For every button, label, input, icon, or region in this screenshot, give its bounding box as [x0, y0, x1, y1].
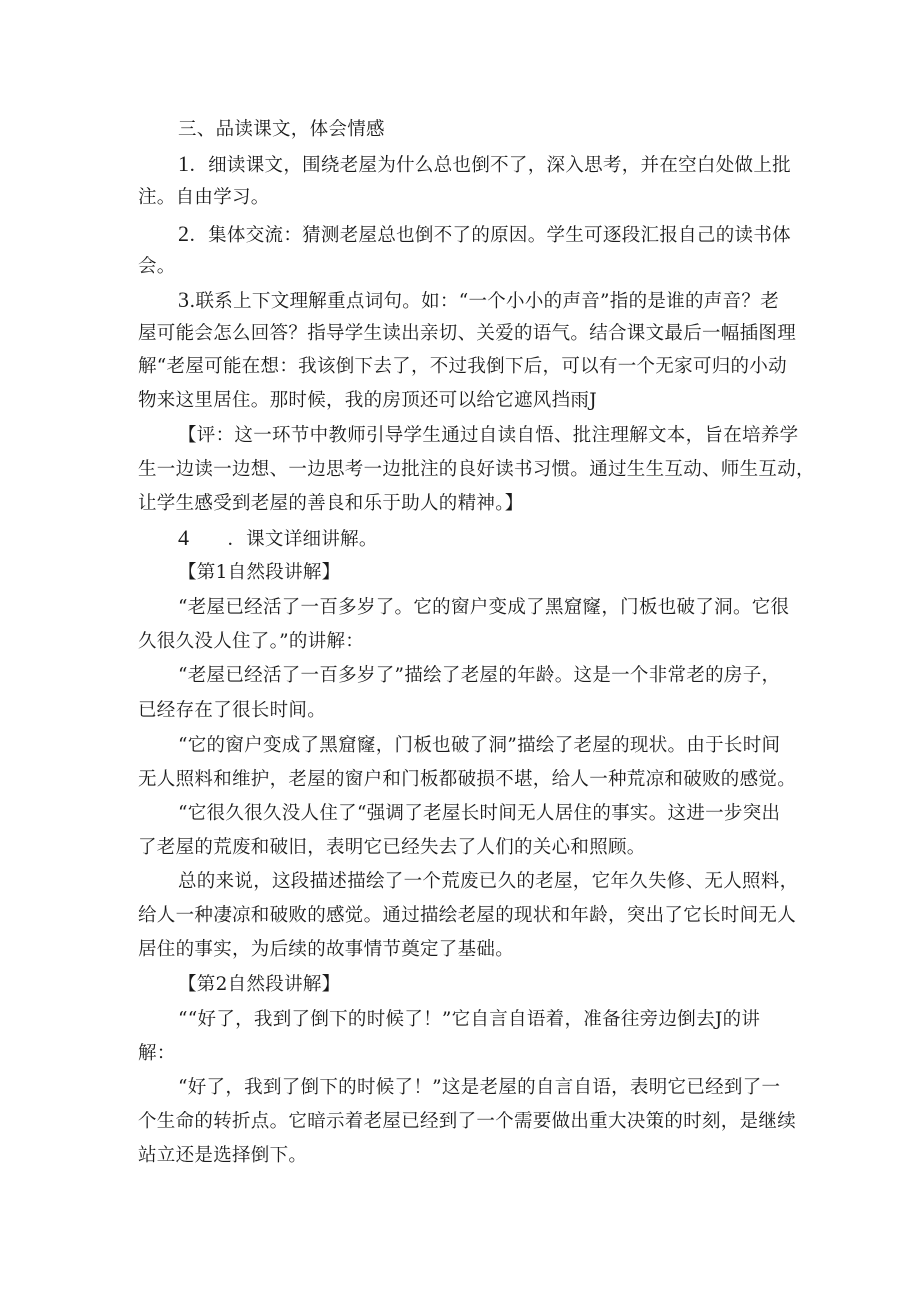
- item-2-line-2: 会。: [138, 256, 176, 277]
- item-1-text: ．细读课文，围绕老屋为什么总也倒不了，深入思考，并在空白处做上批: [189, 155, 791, 176]
- item-4-number: 4: [178, 525, 190, 550]
- para2-explain1-line-3: 站立还是选择倒下。: [138, 1145, 308, 1166]
- para1-explain2-line-1: “它的窗户变成了黑窟窿，门板也破了洞”描绘了老屋的现状。由于长时间: [178, 735, 781, 756]
- item-3-line-4: 物来这里居住。那时候，我的房顶还可以给它遮风挡雨J: [138, 390, 597, 411]
- para1-quote-line-1: “老屋已经活了一百多岁了。它的窗户变成了黑窟窿，门板也破了洞。它很: [178, 597, 790, 618]
- item-3-line-2: 屋可能会怎么回答？指导学生读出亲切、关爱的语气。结合课文最后一幅插图理: [138, 323, 797, 344]
- item-4-line: [178, 526, 378, 552]
- para1-summary-line-3: 居住的事实，为后续的故事情节奠定了基础。: [138, 939, 515, 960]
- para2-heading: 【第2自然段讲解】: [178, 974, 341, 995]
- item-3-line-1: [178, 288, 779, 314]
- para2-quote-line-2: 解：: [138, 1043, 176, 1064]
- item-3-text: .联系上下文理解重点词句。如：“一个小小的声音”指的是谁的声音？老: [189, 291, 780, 312]
- para1-explain2-line-2: 无人照料和维护，老屋的窗户和门板都破损不堪，给人一种荒凉和破败的感觉。: [138, 769, 797, 790]
- item-3-number: 3: [178, 287, 190, 312]
- item-1-line-1: [178, 152, 791, 178]
- comment-line-2: 生一边读一边想、一边思考一边批注的良好读书习惯。通过生生互动、师生互动，: [138, 459, 815, 480]
- item-2-number: 2: [178, 221, 190, 246]
- comment-line-3: 让学生感受到老屋的善良和乐于助人的精神。】: [138, 493, 524, 514]
- item-1-number: 1: [178, 151, 190, 176]
- item-4-text: ．课文详细讲解。: [227, 529, 378, 550]
- para2-explain1-line-2: 个生命的转折点。它暗示着老屋已经到了一个需要做出重大决策的时刻，是继续: [138, 1111, 797, 1132]
- para1-quote-line-2: 久很久没人住了。”的讲解：: [138, 631, 365, 652]
- item-3-line-3: 解“老屋可能在想：我该倒下去了，不过我倒下后，可以有一个无家可归的小动: [138, 356, 787, 377]
- para2-explain1-line-1: “好了，我到了倒下的时候了！”这是老屋的自言自语，表明它已经到了一: [178, 1077, 781, 1098]
- para2-quote-line-1: ““好了，我到了倒下的时候了！”它自言自语着，准备往旁边倒去J的讲: [178, 1009, 761, 1030]
- para1-summary-line-1: 总的来说，这段描述描绘了一个荒废已久的老屋，它年久失修、无人照料，: [178, 871, 799, 892]
- para1-explain3-line-1: “它很久很久没人住了“强调了老屋长时间无人居住的事实。这进一步突出: [178, 803, 781, 824]
- para1-explain1-line-1: “老屋已经活了一百多岁了”描绘了老屋的年龄。这是一个非常老的房子，: [178, 665, 781, 686]
- item-2-text: ．集体交流：猜测老屋总也倒不了的原因。学生可逐段汇报自己的读书体: [189, 225, 791, 246]
- para1-heading: 【第1自然段讲解】: [178, 562, 341, 583]
- comment-line-1: 【评：这一环节中教师引导学生通过自读自悟、批注理解文本，旨在培养学: [178, 425, 799, 446]
- section-heading: 三、品读课文，体会情感: [178, 119, 385, 140]
- para1-explain1-line-2: 已经存在了很长时间。: [138, 700, 327, 721]
- item-1-line-2: 注。自由学习。: [138, 187, 270, 208]
- para1-explain3-line-2: 了老屋的荒废和破旧，表明它已经失去了人们的关心和照顾。: [138, 837, 646, 858]
- item-2-line-1: [178, 222, 791, 248]
- para1-summary-line-2: 给人一种凄凉和破败的感觉。通过描绘老屋的现状和年龄，突出了它长时间无人: [138, 905, 797, 926]
